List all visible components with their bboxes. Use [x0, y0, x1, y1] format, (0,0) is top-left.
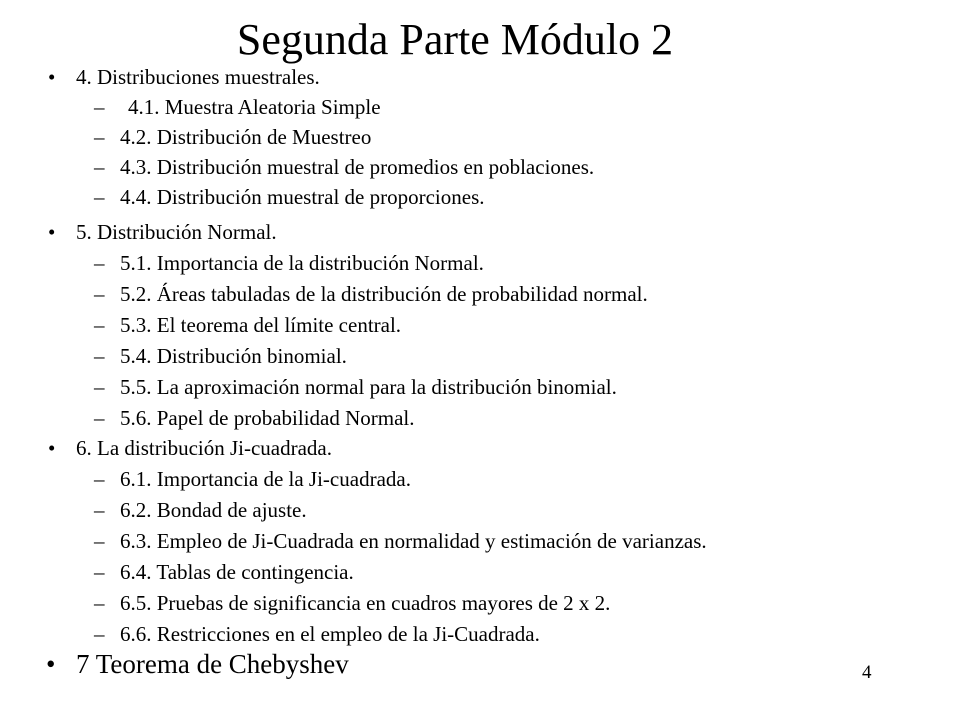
bullet-marker: •: [46, 649, 56, 679]
dash-marker: –: [94, 498, 105, 522]
dash-marker: –: [94, 282, 105, 306]
subtopic-label: 5.1. Importancia de la distribución Normal.: [120, 251, 484, 275]
subtopic-label: 4.4. Distribución muestral de proporciones.: [120, 185, 485, 209]
dash-marker: –: [94, 467, 105, 491]
subtopic-label: 5.2. Áreas tabuladas de la distribución de probabilidad normal.: [120, 282, 648, 306]
dash-marker: –: [94, 529, 105, 553]
subtopic-label: 5.5. La aproximación normal para la distribución binomial.: [120, 375, 617, 399]
section-label: 4. Distribuciones muestrales.: [76, 65, 320, 89]
subtopic-label: 6.6. Restricciones en el empleo de la Ji-Cuadrada.: [120, 622, 540, 646]
subtopic-label: 5.3. El teorema del límite central.: [120, 313, 402, 337]
dash-marker: –: [94, 375, 105, 399]
dash-marker: –: [94, 313, 105, 337]
dash-marker: –: [94, 125, 105, 149]
subtopic-label: 5.4. Distribución binomial.: [120, 344, 347, 368]
dash-marker: –: [94, 251, 105, 275]
subtopic-label: 6.2. Bondad de ajuste.: [120, 498, 307, 522]
dash-marker: –: [94, 560, 105, 584]
subtopic-label: 5.6. Papel de probabilidad Normal.: [120, 406, 415, 430]
dash-marker: –: [94, 591, 105, 615]
section-label: 6. La distribución Ji-cuadrada.: [76, 436, 332, 460]
bullet-marker: •: [48, 436, 56, 460]
dash-marker: –: [94, 155, 105, 179]
bullet-marker: •: [48, 65, 56, 89]
page-number: 4: [862, 662, 872, 683]
dash-marker: –: [94, 344, 105, 368]
section-label: 5. Distribución Normal.: [76, 220, 277, 244]
subtopic-label: 6.3. Empleo de Ji-Cuadrada en normalidad y estimación de varianzas.: [120, 529, 707, 553]
subtopic-label: 4.2. Distribución de Muestreo: [120, 125, 372, 149]
dash-marker: –: [94, 406, 105, 430]
section-label: 7 Teorema de Chebyshev: [76, 649, 349, 679]
dash-marker: –: [94, 95, 105, 119]
dash-marker: –: [94, 622, 105, 646]
subtopic-label: 4.1. Muestra Aleatoria Simple: [128, 95, 381, 119]
subtopic-label: 6.1. Importancia de la Ji-cuadrada.: [120, 467, 411, 491]
subtopic-label: 6.5. Pruebas de significancia en cuadros mayores de 2 x 2.: [120, 591, 611, 615]
subtopic-label: 6.4. Tablas de contingencia.: [120, 560, 354, 584]
dash-marker: –: [94, 185, 105, 209]
slide-title: Segunda Parte Módulo 2: [236, 15, 674, 64]
subtopic-label: 4.3. Distribución muestral de promedios en poblaciones.: [120, 155, 595, 179]
bullet-marker: •: [48, 220, 56, 244]
